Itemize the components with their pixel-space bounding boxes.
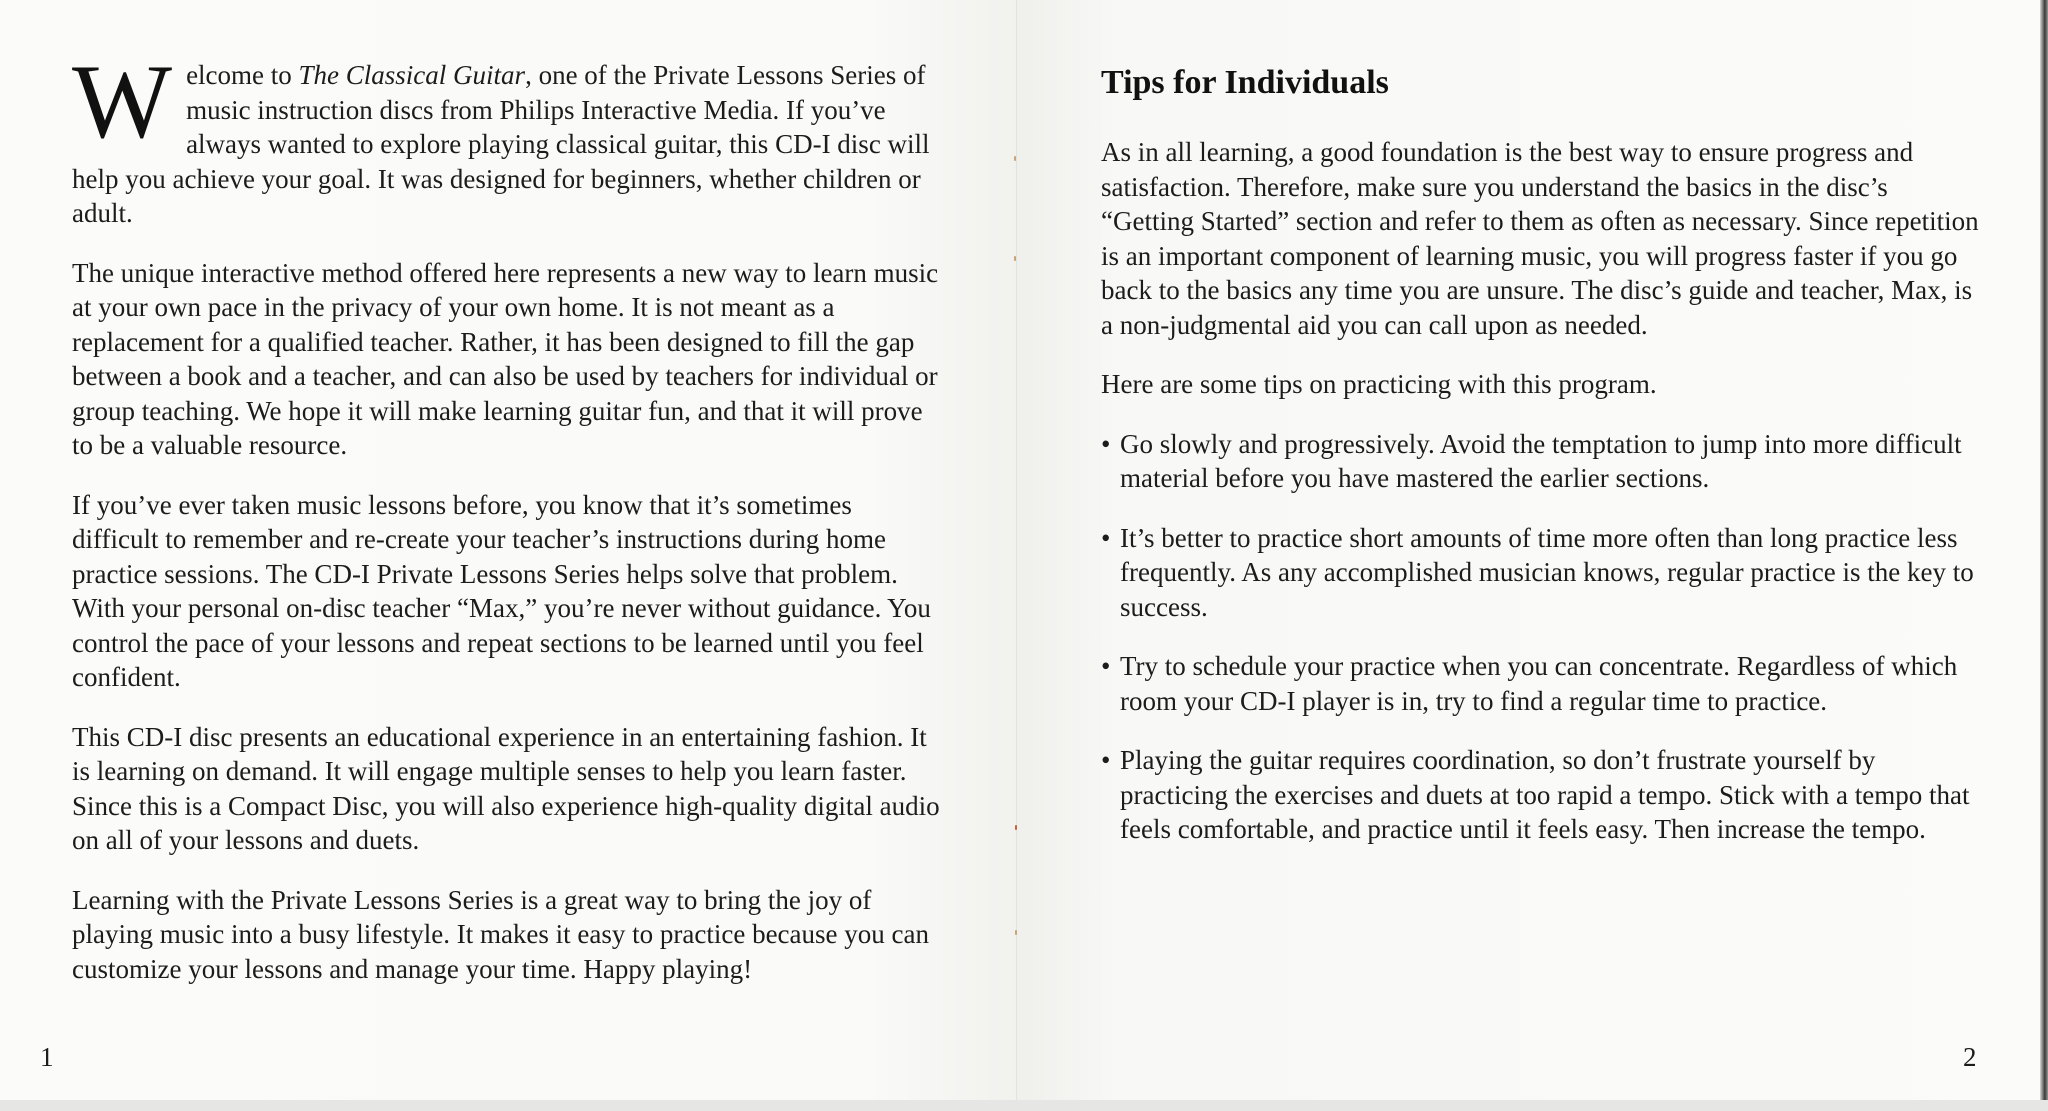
tip-text: Go slowly and progressively. Avoid the temptation to jump into more difficult material before you have mastered the earlier sections. [1120, 428, 1962, 493]
scan-speck [1015, 825, 1017, 830]
bullet-icon: • [1101, 428, 1111, 459]
booklet-edge [2040, 0, 2048, 1111]
body-paragraph: As in all learning, a good foundation is the best way to ensure progress and satisfaction. Therefore, make sure you understand the basics in the disc’s “Getting Started” section and refer to them as often as necessary. Since repetition is an important component of learning music, you will progress faster if you go back to the basics any time you are unsure. The disc’s guide and teacher, Max, is a non-judgmental aid you can call upon as needed. [1101, 137, 1979, 340]
intro-paragraph [72, 43, 942, 231]
tip-text: Playing the guitar requires coordination, so don’t frustrate yourself by practicing the exercises and duets at too rapid a tempo. Stick with a tempo that feels comfortable, and practice until it feels easy. Then increase the tempo. [1120, 745, 1970, 844]
body-paragraph: This CD-I disc presents an educational experience in an entertaining fashion. It is learning on demand. It will engage multiple senses to help you learn faster. Since this is a Compact Disc, you will also experience high-quality digital audio on all of your lessons and duets. [72, 721, 940, 855]
body-paragraph: The unique interactive method offered here represents a new way to learn music at your own pace in the privacy of your own home. It is not meant as a replacement for a qualified teacher. Rather, it has been designed to fill the gap between a book and a teacher, and can also be used by teachers for individual or group teaching. We hope it will make learning guitar fun, and that it will prove to be a valuable resource. [72, 257, 939, 460]
intro-text-rest: , one of the Private Lessons Series of music instruction discs from Philips Interactive Media. If you’ve always wanted to explore playing classical guitar, this CD-I disc will help you achieve your goal. It was designed for beginners, whether children or adult. [72, 60, 930, 228]
drop-cap-letter: W [72, 43, 173, 160]
page-number-right: 2 [1963, 1042, 1977, 1072]
tip-item [1101, 427, 1981, 496]
tip-item [1101, 743, 1981, 847]
left-page-text [72, 43, 942, 1011]
tip-text: Try to schedule your practice when you can concentrate. Regardless of which room your CD-I player is in, try to find a regular time to practice. [1120, 651, 1958, 716]
intro-text-start: elcome to [186, 60, 299, 90]
bullet-icon: • [1101, 651, 1111, 681]
body-paragraph: If you’ve ever taken music lessons before, you know that it’s sometimes difficult to remember and re-create your teacher’s instructions during home practice sessions. The CD-I Private Lessons Series helps solve that problem. With your personal on-disc teacher “Max,” you’re never without guidance. You control the pace of your lessons and repeat sections to be learned until you feel confident. [72, 489, 931, 692]
product-title: The Classical Guitar [298, 60, 526, 90]
scan-bottom-edge [0, 1100, 2048, 1111]
bullet-icon: • [1101, 522, 1111, 553]
scan-speck [1015, 930, 1017, 935]
body-paragraph: Learning with the Private Lessons Series is a great way to bring the joy of playing music into a busy lifestyle. It makes it easy to practice because you can customize your lessons and manage your time. Happy playing! [72, 884, 929, 984]
bullet-icon: • [1101, 745, 1111, 775]
right-page-text [1101, 58, 1981, 872]
page-gutter [1016, 0, 1017, 1111]
tip-item [1101, 649, 1981, 718]
tip-text: It’s better to practice short amounts of time more often than long practice less frequently. As any accomplished musician knows, regular practice is the key to success. [1120, 522, 1974, 622]
section-heading: Tips for Individuals [1101, 64, 1389, 101]
tip-item [1101, 521, 1981, 625]
scan-speck [1014, 156, 1016, 161]
page-number-left: 1 [40, 1042, 54, 1072]
scan-speck [1014, 256, 1016, 261]
body-paragraph: Here are some tips on practicing with this program. [1101, 369, 1657, 399]
